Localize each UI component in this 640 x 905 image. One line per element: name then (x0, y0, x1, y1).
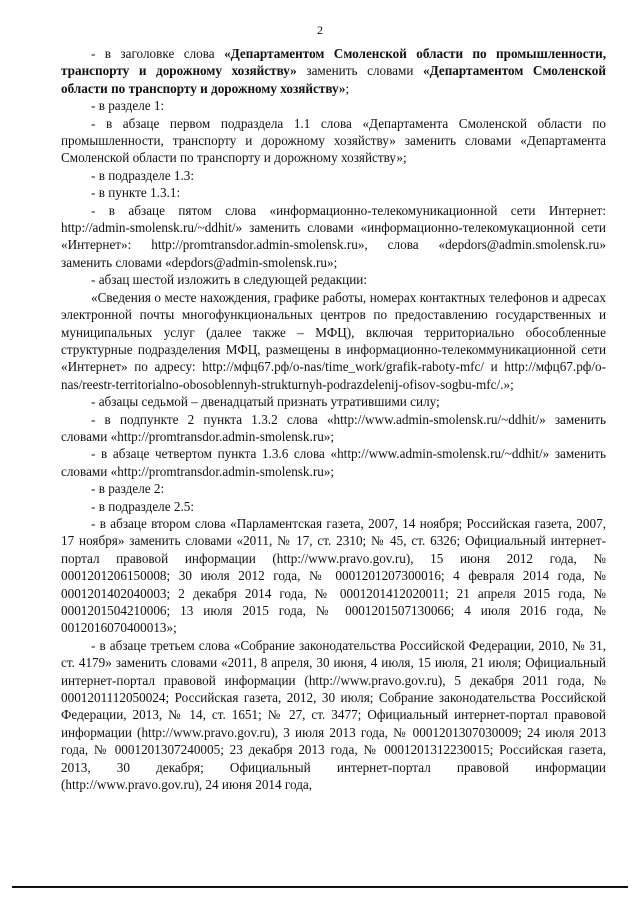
text-run: - в абзаце втором слова «Парламентская газета, 2007, 14 ноября; Российская газета, 2007, 17 ноября» заменить словами «2011, № 17, ст. 2310; № 45, ст. 6326; Официальный интернет-портал правовой информации (http://www.pravo.gov.ru), 15 июня 2012 года, № 0001201206150008; 30 июля 2012 года, № 0001201207300016; 4 февраля 2014 года, № 0001201402040003; 2 декабря 2014 года, № 0001201412020011; 21 апреля 2015 года, № 0001201504210006; 13 июля 2015 года, № 0001201507130066; 4 июля 2016 года, № 0012016070400013»; (61, 515, 606, 636)
paragraph (61, 115, 606, 167)
text-run: - в заголовке слова (91, 46, 225, 61)
text-run: - в абзаце первом подраздела 1.1 слова «Департамента Смоленской области по промышленности, транспорту и дорожному хозяйству» заменить словами «Департамента Смоленской области по транспорту и дорожному хозяйству»; (61, 115, 606, 166)
bold-text: «Департаментом Смоленской области по транспорту и дорожному хозяйству» (61, 63, 606, 96)
paragraph (61, 289, 606, 393)
paragraph (61, 498, 606, 515)
page-number: 2 (317, 23, 323, 37)
text-run: - в абзаце пятом слова «информационно-телекомуникационной сети Интернет: http://admin-smolensk.ru/~ddhit/» заменить словами «информационно-телекомукационной сети «Интернет»: http://promtransdor.admin-smolensk.ru», слова «depdors@admin.smolensk.ru» заменить словами «depdors@admin-smolensk.ru»; (61, 202, 606, 270)
text-run: - в подразделе 2.5: (91, 498, 195, 514)
text-run: - в разделе 1: (91, 98, 165, 114)
paragraph (61, 271, 606, 288)
paragraph (61, 393, 606, 410)
paragraph (61, 202, 606, 272)
text-run: - в подпункте 2 пункта 1.3.2 слова «http://www.admin-smolensk.ru/~ddhit/» заменить словами «http://promtransdor.admin-smolensk.ru»; (61, 411, 606, 444)
document-body (61, 45, 606, 793)
text-run: - в подразделе 1.3: (91, 167, 195, 183)
paragraph (61, 480, 606, 497)
paragraph (61, 45, 606, 97)
text-run: - абзацы седьмой – двенадцатый признать утратившими силу; (91, 394, 440, 410)
paragraph (61, 411, 606, 446)
text-run: «Сведения о месте нахождения, графике работы, номерах контактных телефонов и адресах электронной почты многофункциональных центров по предоставлению государственных и муниципальных услуг (далее также – МФЦ), включая территориально обособленные структурные подразделения МФЦ, размещены в информационно-телекоммуникационной сети «Интернет» по адресу: http://мфц67.рф/o-nas/time_work/grafik-raboty-mfc/ и http://мфц67.рф/o-nas/reestr-territorialno-obosoblennyh-strukturnyh-podrazdelenij-ofisov-sogbu-mfc/.»; (61, 289, 606, 392)
footer-rule (12, 886, 628, 888)
text-run: ; (345, 80, 350, 96)
text-run: - в абзаце четвертом пункта 1.3.6 слова «http://www.admin-smolensk.ru/~ddhit/» заменить словами «http://promtransdor.admin-smolensk.ru»; (61, 446, 606, 479)
bold-text: «Департаментом Смоленской области по промышленности, транспорту и дорожному хозяйству» (61, 46, 606, 79)
paragraph (61, 167, 606, 184)
paragraph (61, 184, 606, 201)
paragraph (61, 445, 606, 480)
text-run: заменить словами (296, 63, 424, 79)
paragraph (61, 637, 606, 794)
text-run: - в абзаце третьем слова «Собрание законодательства Российской Федерации, 2010, № 31, ст. 4179» заменить словами «2011, 8 апреля, 30 июня, 4 июля, 15 июля, 21 июля; Официальный интернет-портал правовой информации (http://www.pravo.gov.ru), 5 декабря 2011 года, № 0001201112050024; Российская газета, 2012, 30 июля; Собрание законодательства Российской Федерации, 2013, № 14, ст. 1651; № 27, ст. 3477; Официальный интернет-портал правовой информации (http://www.pravo.gov.ru), 3 июля 2013 года, № 0001201307030009; 24 июля 2013 года, № 0001201307240005; 23 декабря 2013 года, № 0001201312230015; Российская газета, 2013, 30 декабря; Официальный интернет-портал правовой информации (http://www.pravo.gov.ru), 24 июня 2014 года, (61, 637, 606, 793)
paragraph (61, 515, 606, 637)
text-run: - абзац шестой изложить в следующей редакции: (91, 272, 367, 288)
text-run: - в разделе 2: (91, 481, 165, 497)
text-run: - в пункте 1.3.1: (91, 185, 181, 201)
paragraph (61, 97, 606, 114)
